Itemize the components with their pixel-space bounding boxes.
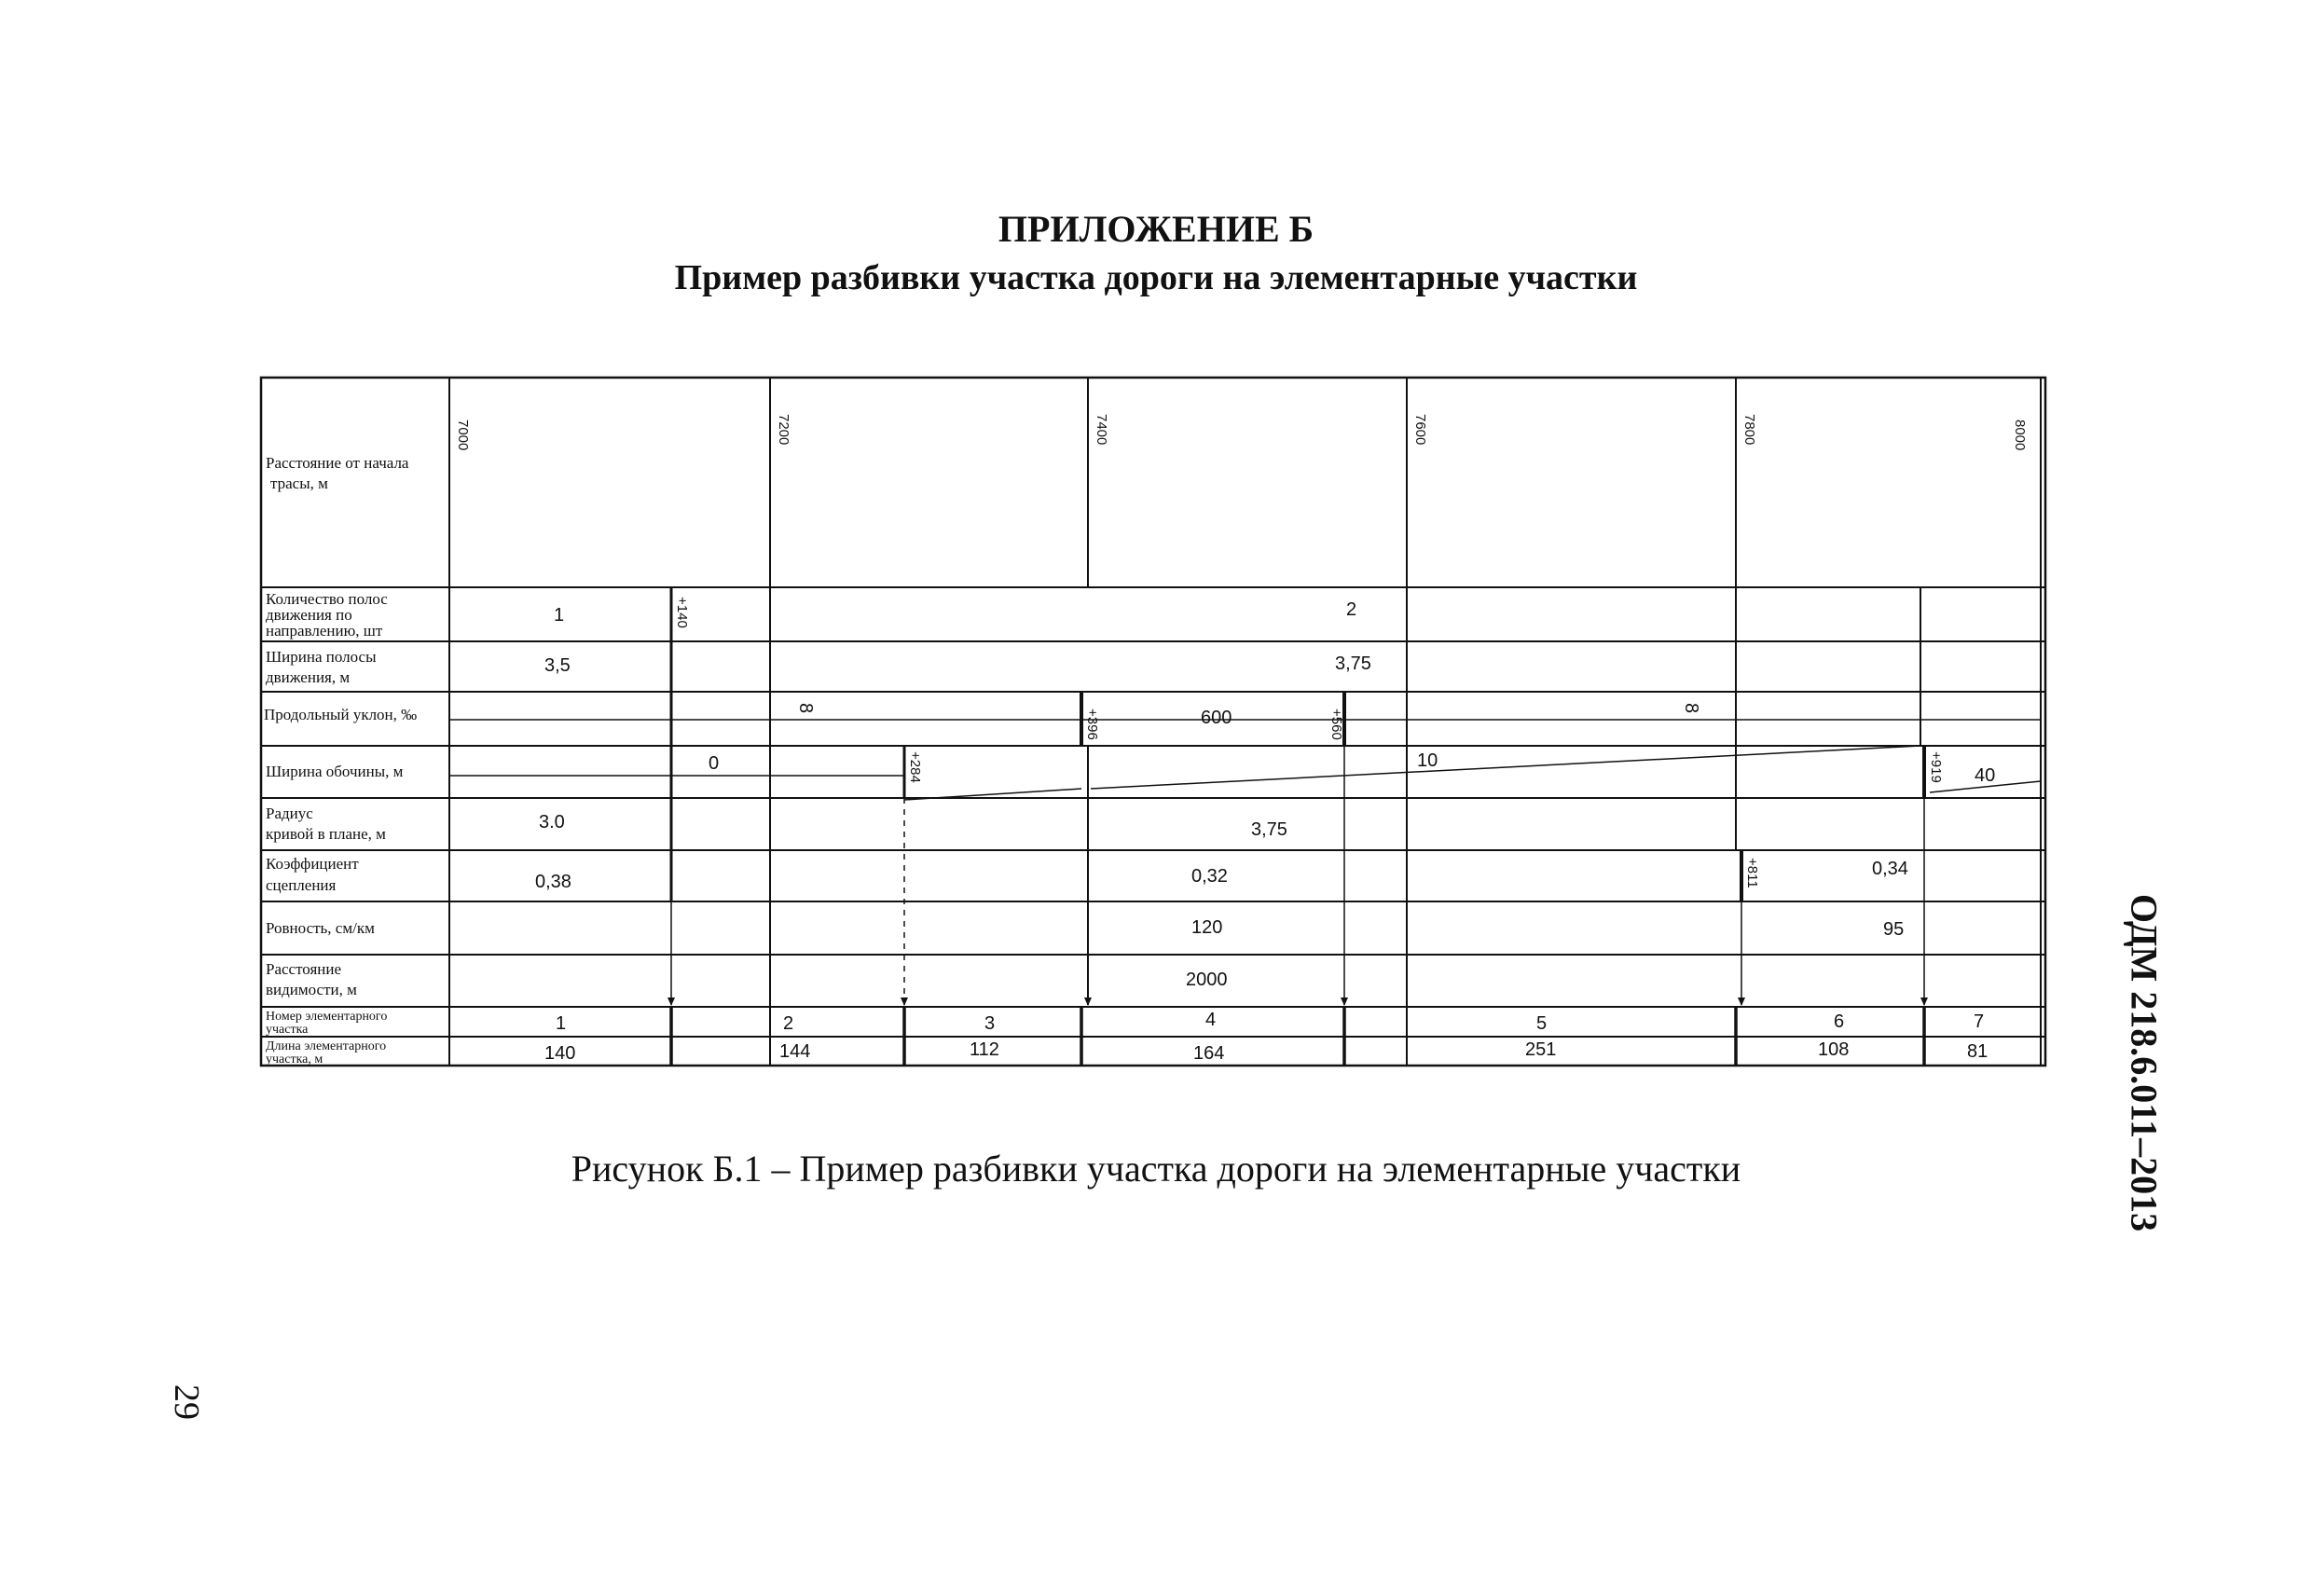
segment-no-2: 2 xyxy=(783,1013,794,1034)
roughness-value-a: 120 xyxy=(1191,917,1223,938)
chainage-7200: 7200 xyxy=(776,414,791,446)
plus-markers xyxy=(674,597,1944,888)
segment-no-1: 1 xyxy=(556,1013,567,1034)
row-label-grade: Продольный уклон, ‰ xyxy=(264,706,418,723)
segment-no-5: 5 xyxy=(1536,1013,1548,1034)
chainage-7400: 7400 xyxy=(1094,414,1109,446)
appendix-title: Пример разбивки участка дороги на элементарные участки xyxy=(674,258,1638,297)
segment-no-7: 7 xyxy=(1974,1011,1985,1032)
document-code: ОДМ 218.6.011–2013 xyxy=(2123,893,2166,1232)
row-label-friction-2: сцепления xyxy=(266,876,337,894)
lane-width-value-2: 3,75 xyxy=(1335,654,1371,674)
row-label-segment-len-2: участка, м xyxy=(266,1053,323,1066)
segment-len-5: 251 xyxy=(1525,1039,1557,1060)
segment-len-6: 108 xyxy=(1818,1039,1850,1060)
page-number: 29 xyxy=(167,1384,206,1420)
chainage-7000: 7000 xyxy=(455,420,471,451)
row-label-lane-width: Ширина полосы xyxy=(266,648,377,666)
grade-value-a: 8 xyxy=(795,703,816,714)
row-label-segment-len: Длина элементарного xyxy=(266,1039,387,1053)
friction-value-b: 0,32 xyxy=(1191,866,1228,887)
segment-len-1: 140 xyxy=(544,1043,576,1064)
row-label-lanes-2: движения по xyxy=(266,606,352,624)
shoulder-value-c: 40 xyxy=(1975,765,1996,786)
segment-len-7: 81 xyxy=(1967,1041,1989,1062)
grade-value-c: 8 xyxy=(1681,703,1701,714)
chainage-7600: 7600 xyxy=(1412,414,1428,446)
figure-caption: Рисунок Б.1 – Пример разбивки участка дороги на элементарные участки xyxy=(571,1148,1741,1190)
row-label-lanes-3: направлению, шт xyxy=(266,622,383,640)
table-frame xyxy=(261,378,2045,1066)
grade-value-b: 600 xyxy=(1201,708,1232,728)
row-label-radius: Радиус xyxy=(266,805,313,822)
lane-width-value-1: 3,5 xyxy=(544,655,571,676)
segment-len-4: 164 xyxy=(1193,1043,1225,1064)
lanes-value-1: 1 xyxy=(554,605,565,626)
radius-value-a: 3.0 xyxy=(539,812,565,832)
plus-560: +560 xyxy=(1328,709,1344,740)
segment-len-3: 112 xyxy=(970,1039,999,1060)
chainage-marks xyxy=(455,414,2028,450)
row-label-lanes: Количество полос xyxy=(266,590,388,608)
radius-value-b: 3,75 xyxy=(1251,819,1287,840)
row-label-shoulder: Ширина обочины, м xyxy=(266,763,404,780)
row-label-friction: Коэффициент xyxy=(266,855,359,873)
plus-396: +396 xyxy=(1084,709,1100,740)
roughness-value-b: 95 xyxy=(1883,919,1905,940)
row-label-segment-no: Номер элементарного xyxy=(266,1010,388,1024)
chainage-7800: 7800 xyxy=(1741,414,1757,446)
row-label-roughness: Ровность, см/км xyxy=(266,919,375,937)
plus-919: +919 xyxy=(1928,751,1944,783)
plus-284: +284 xyxy=(907,751,923,783)
row-labels xyxy=(264,454,417,1066)
row-label-distance: Расстояние от начала xyxy=(266,454,409,472)
row-label-segment-no-2: участка xyxy=(266,1023,309,1037)
row-label-visibility-2: видимости, м xyxy=(266,981,357,998)
shoulder-value-a: 0 xyxy=(709,753,720,774)
segment-len-2: 144 xyxy=(779,1041,811,1062)
segment-no-3: 3 xyxy=(984,1013,996,1034)
row-label-radius-2: кривой в плане, м xyxy=(266,825,386,843)
plus-140: +140 xyxy=(674,597,690,628)
shoulder-value-b: 10 xyxy=(1417,750,1438,771)
friction-value-c: 0,34 xyxy=(1872,859,1908,879)
segment-no-4: 4 xyxy=(1205,1010,1217,1030)
plus-811: +811 xyxy=(1744,858,1760,888)
row-label-visibility: Расстояние xyxy=(266,960,342,978)
friction-value-a: 0,38 xyxy=(535,872,571,892)
row-label-distance-2: трасы, м xyxy=(270,475,328,492)
appendix-heading: ПРИЛОЖЕНИЕ Б xyxy=(998,208,1314,250)
segment-no-6: 6 xyxy=(1834,1011,1845,1032)
cell-values xyxy=(535,599,1995,990)
chainage-8000: 8000 xyxy=(2012,420,2028,451)
lanes-value-2: 2 xyxy=(1346,599,1357,620)
visibility-value-a: 2000 xyxy=(1186,970,1228,990)
row-label-lane-width-2: движения, м xyxy=(266,668,351,686)
